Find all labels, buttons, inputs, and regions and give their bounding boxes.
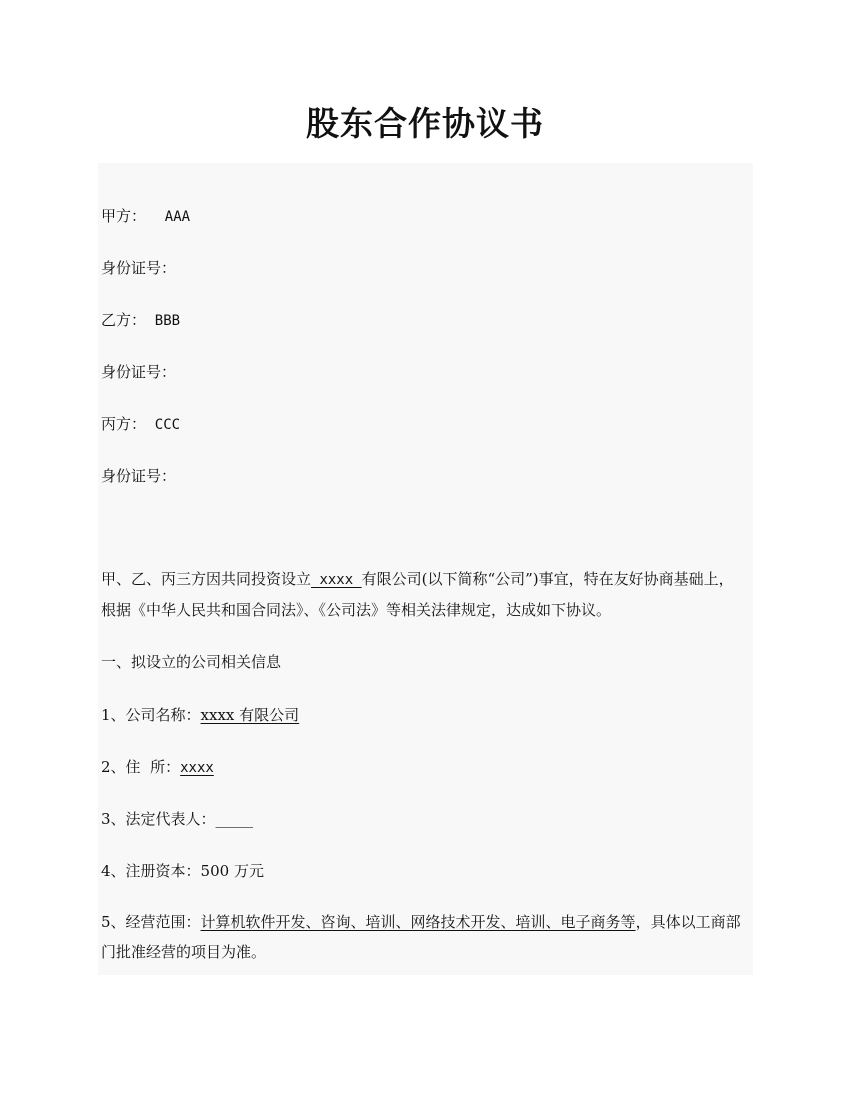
party-c (101, 414, 180, 435)
document-title: 股东合作协议书 (306, 104, 544, 143)
item-company-name (101, 705, 299, 725)
company-name-placeholder: xxxx (311, 572, 362, 588)
party-b-name: BBB (154, 313, 181, 329)
party-c-label: 丙方： (101, 415, 147, 433)
party-b-label: 乙方： (101, 311, 147, 329)
party-a-id-label: 身份证号： (101, 259, 177, 277)
item-legal-rep (101, 809, 253, 829)
item-legal-rep-label: 3、法定代表人： (101, 810, 216, 828)
party-c-id-label: 身份证号： (101, 467, 177, 485)
item-business-scope-suffix: ，具体以工商部门批准经营的项目为准。 (101, 913, 741, 961)
party-c-id (101, 466, 176, 486)
item-address-label: 2、住 所： (101, 758, 181, 776)
party-b-id-label: 身份证号： (101, 363, 177, 381)
intro-part2: 有限公司(以下简称“公司”)事宜，特在友好协商基础上，根据《中华人民共和国合同法》、《公司法》等相关法律规定，达成如下协议。 (101, 570, 734, 619)
intro-part1: 甲、乙、丙三方因共同投资设立 (101, 570, 312, 588)
party-a-id (101, 258, 176, 278)
item-business-scope-value: 计算机软件开发、咨询、培训、网络技术开发、培训、电子商务等 (200, 913, 636, 931)
party-a-label: 甲方： (101, 207, 147, 225)
item-address (101, 757, 214, 778)
party-a-name: AAA (164, 209, 191, 225)
item-address-value: xxxx (180, 760, 214, 776)
item-capital-value: 500 万元 (200, 862, 264, 880)
item-capital-label: 4、注册资本： (101, 862, 201, 880)
item-business-scope-label: 5、经营范围： (101, 913, 201, 931)
item-capital (101, 861, 264, 881)
party-a (101, 206, 190, 227)
item-company-name-label: 1、公司名称： (101, 706, 201, 724)
item-business-scope (101, 907, 746, 967)
intro-paragraph (101, 564, 746, 625)
party-b-id (101, 362, 176, 382)
item-legal-rep-value: _____ (215, 810, 254, 828)
party-c-name: CCC (154, 417, 181, 433)
section1-heading: 一、拟设立的公司相关信息 (101, 653, 282, 671)
party-b (101, 310, 180, 331)
item-company-name-value: xxxx 有限公司 (200, 706, 300, 724)
